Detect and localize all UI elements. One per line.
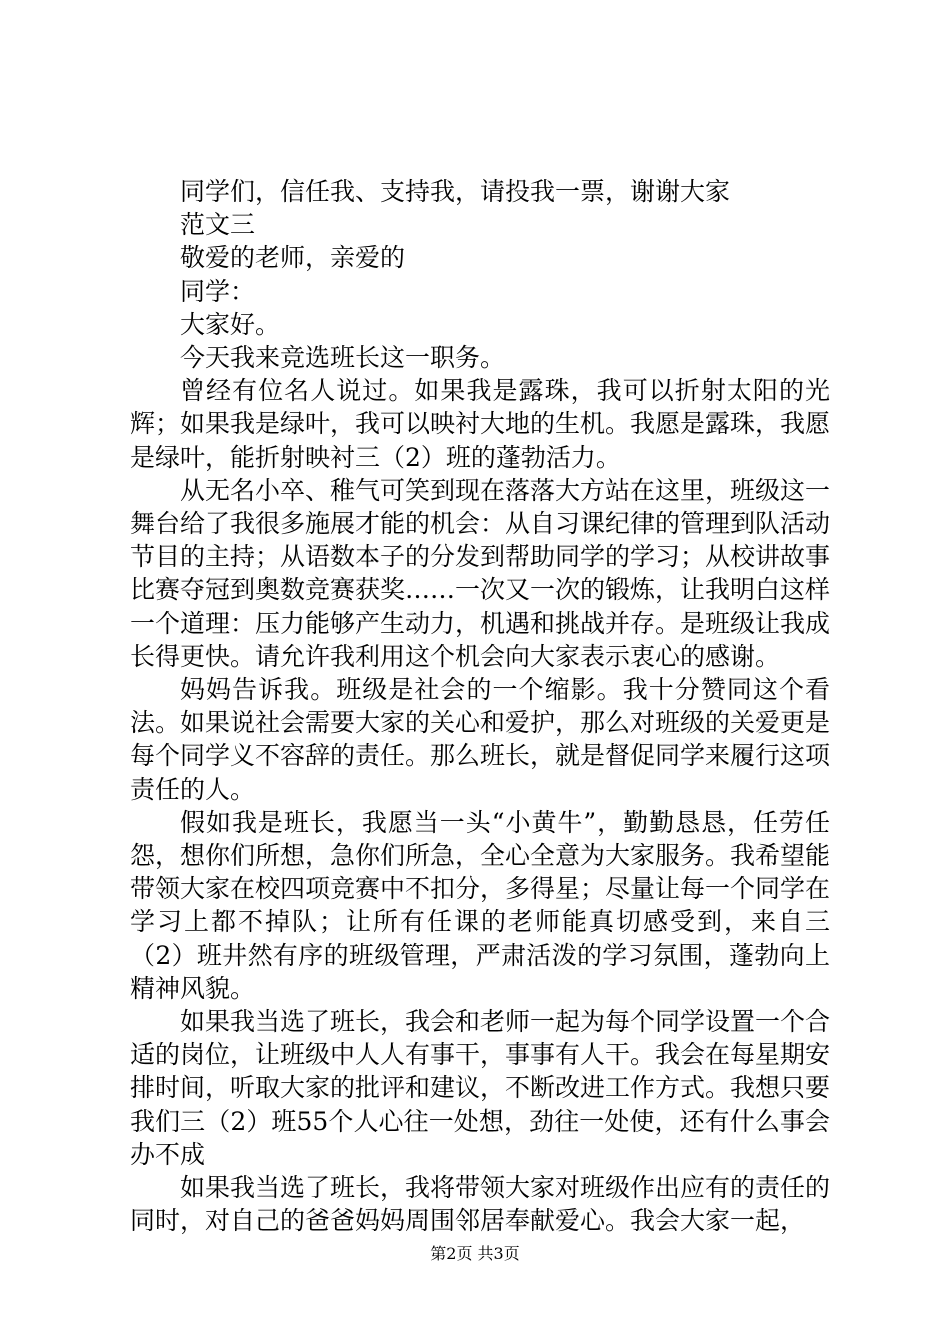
body-paragraph: 曾经有位名人说过。如果我是露珠，我可以折射太阳的光辉；如果我是绿叶，我可以映衬大地的生机。我愿是露珠，我愿是绿叶，能折射映衬三（2）班的蓬勃活力。 bbox=[130, 376, 831, 472]
closing-line: 同学们，信任我、支持我，请投我一票，谢谢大家 bbox=[180, 177, 731, 206]
body-paragraph: 如果我当选了班长，我会和老师一起为每个同学设置一个合适的岗位，让班级中人人有事干，事事有人干。我会在每星期安排时间，听取大家的批评和建议，不断改进工作方式。我想只要我们三（2）班55个人心往一处想，劲往一处使，还有什么事会办不成 bbox=[130, 1006, 831, 1169]
page-number-footer: 第2页 共3页 bbox=[430, 1244, 520, 1263]
body-paragraph: 从无名小卒、稚气可笑到现在落落大方站在这里，班级这一舞台给了我很多施展才能的机会：从自习课纪律的管理到队活动节目的主持；从语数本子的分发到帮助同学的学习；从校讲故事比赛夺冠到奥数竞赛获奖……一次又一次的锻炼，让我明白这样一个道理：压力能够产生动力，机遇和挑战并存。是班级让我成长得更快。请允许我利用这个机会向大家表示衷心的感谢。 bbox=[130, 475, 831, 671]
salutation-line: 同学： bbox=[180, 276, 256, 306]
document-body bbox=[130, 175, 830, 1237]
greeting-line: 大家好。 bbox=[180, 309, 281, 339]
body-paragraph: 如果我当选了班长，我将带领大家对班级作出应有的责任的同时，对自己的爸爸妈妈周围邻居奉献爱心。我会大家一起， bbox=[130, 1173, 831, 1236]
salutation-line: 敬爱的老师，亲爱的 bbox=[180, 243, 406, 273]
section-heading: 范文三 bbox=[180, 210, 256, 240]
body-paragraph: 妈妈告诉我。班级是社会的一个缩影。我十分赞同这个看法。如果说社会需要大家的关心和爱护，那么对班级的关爱更是每个同学义不容辞的责任。那么班长，就是督促同学来履行这项责任的人。 bbox=[130, 674, 831, 804]
body-paragraph: 假如我是班长，我愿当一头“小黄牛”，勤勤恳恳，任劳任怨，想你们所想，急你们所急，全心全意为大家服务。我希望能带领大家在校四项竞赛中不扣分，多得星；尽量让每一个同学在学习上都不掉队；让所有任课的老师能真切感受到，来自三（2）班井然有序的班级管理，严肃活泼的学习氛围，蓬勃向上精神风貌。 bbox=[130, 807, 831, 1003]
intro-line: 今天我来竞选班长这一职务。 bbox=[180, 342, 506, 372]
